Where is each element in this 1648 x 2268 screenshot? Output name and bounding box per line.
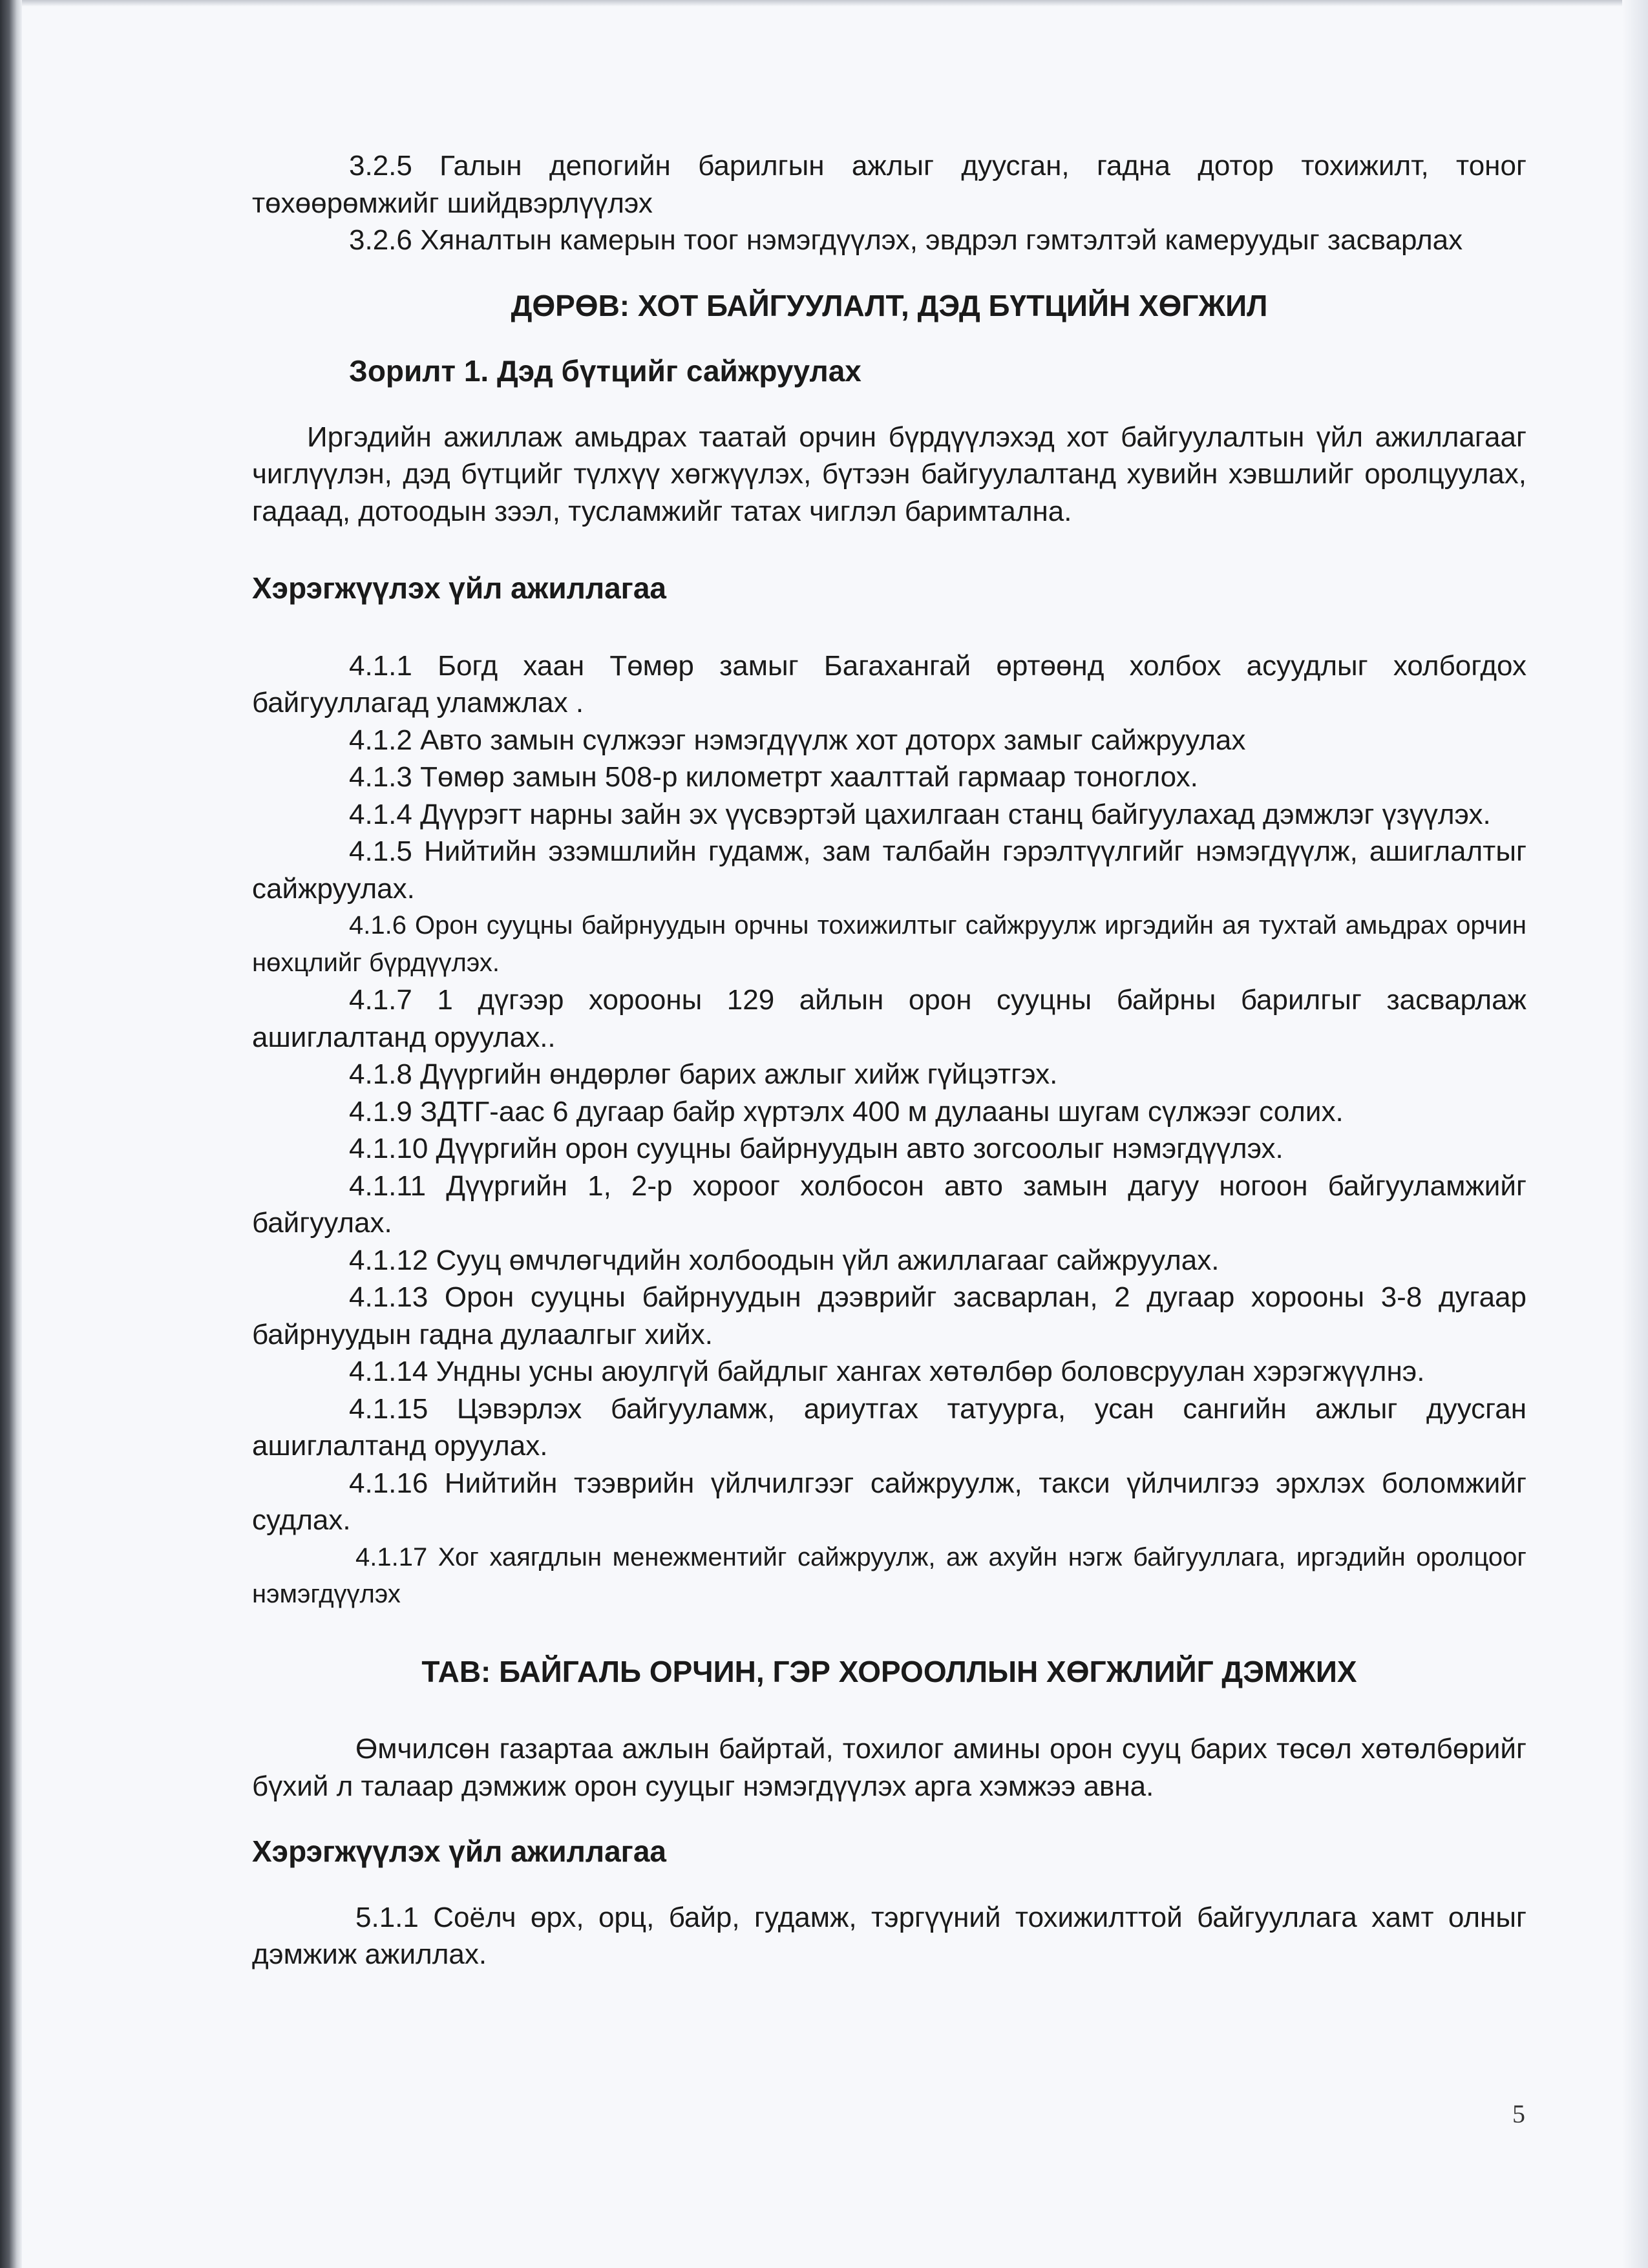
item-4-1-6: 4.1.6 Орон сууцны байрнуудын орчны тохижилтыг сайжруулж иргэдийн ая тухтай амьдрах орчин нөхцлийг бүрдүүлэх.: [252, 911, 1527, 977]
scan-top-edge: [0, 0, 1648, 6]
item-3-2-5: 3.2.5 Галын депогийн барилгын ажлыг дуусган, гадна дотор тохижилт, тоног төхөөрөмжийг шийдвэрлүүлэх: [252, 150, 1527, 219]
section-4-actions-heading: Хэрэгжүүлэх үйл ажиллагаа: [252, 571, 666, 605]
item-4-1-16: 4.1.16 Нийтийн тээврийн үйлчилгээг сайжруулж, такси үйлчилгээ эрхлэх боломжийг судлах.: [252, 1467, 1527, 1536]
item-4-1-12: 4.1.12 Сууц өмчлөгчдийн холбоодын үйл ажиллагааг сайжруулах.: [349, 1244, 1220, 1276]
item-3-2-6: 3.2.6 Хяналтын камерын тоог нэмэгдүүлэх, эвдрэл гэмтэлтэй камеруудыг засварлах: [349, 224, 1463, 256]
section-4-title: ДӨРӨВ: ХОТ БАЙГУУЛАЛТ, ДЭД БҮТЦИЙН ХӨГЖИЛ: [511, 288, 1268, 322]
item-4-1-2: 4.1.2 Авто замын сүлжээг нэмэгдүүлж хот доторх замыг сайжруулах: [349, 724, 1246, 756]
section-5-actions-heading: Хэрэгжүүлэх үйл ажиллагаа: [252, 1834, 666, 1868]
page-number: 5: [1512, 2099, 1525, 2128]
item-4-1-5: 4.1.5 Нийтийн эзэмшлийн гудамж, зам талбайн гэрэлтүүлгийг нэмэгдүүлж, ашиглалтыг сайжруулах.: [252, 835, 1527, 905]
item-4-1-7: 4.1.7 1 дүгээр хорооны 129 айлын орон сууцны байрны барилгыг засварлаж ашиглалтанд оруулах..: [252, 984, 1527, 1053]
item-4-1-1: 4.1.1 Богд хаан Төмөр замыг Багахангай өртөөнд холбох асуудлыг холбогдох байгууллагад уламжлах .: [252, 649, 1527, 719]
section-4-goal: Зорилт 1. Дэд бүтцийг сайжруулах: [349, 354, 861, 388]
section-4-intro: Иргэдийн ажиллаж амьдрах таатай орчин бүрдүүлэхэд хот байгуулалтын үйл ажиллагааг чиглүүлэн, дэд бүтцийг түлхүү хөгжүүлэх, бүтээн байгуулалтанд хувийн хэвшлийг оролцуулах, гадаад, дотоодын зээл, тусламжийг татах чиглэл баримтална.: [252, 421, 1527, 527]
item-4-1-9: 4.1.9 ЗДТГ-аас 6 дугаар байр хүртэлх 400 м дулааны шугам сүлжээг солих.: [349, 1095, 1344, 1128]
document-body: [252, 147, 1527, 1973]
item-4-1-3: 4.1.3 Төмөр замын 508-р километрт хаалттай гармаар тоноглох.: [349, 761, 1198, 793]
item-4-1-4: 4.1.4 Дүүрэгт нарны зайн эх үүсвэртэй цахилгаан станц байгуулахад дэмжлэг үзүүлэх.: [349, 798, 1491, 830]
item-4-1-11: 4.1.11 Дүүргийн 1, 2-р хороог холбосон авто замын дагуу ногоон байгууламжийг байгуулах.: [252, 1170, 1527, 1239]
scan-left-edge: [0, 0, 22, 2268]
item-4-1-13: 4.1.13 Орон сууцны байрнуудын дээврийг засварлан, 2 дугаар хорооны 3-8 дугаар байрнуудын гадна дулаалгыг хийх.: [252, 1281, 1527, 1350]
item-4-1-17: 4.1.17 Хог хаягдлын менежментийг сайжруулж, аж ахуйн нэгж байгууллага, иргэдийн оролцоог нэмэгдүүлэх: [252, 1542, 1527, 1608]
section-5-intro: Өмчилсөн газартаа ажлын байртай, тохилог амины орон сууц барих төсөл хөтөлбөрийг бүхий л талаар дэмжиж орон сууцыг нэмэгдүүлэх арга хэмжээ авна.: [252, 1733, 1527, 1802]
item-4-1-14: 4.1.14 Ундны усны аюулгүй байдлыг хангах хөтөлбөр боловсруулан хэрэгжүүлнэ.: [349, 1356, 1425, 1387]
item-5-1-1: 5.1.1 Соёлч өрх, орц, байр, гудамж, тэргүүний тохижилттой байгууллага хамт олныг дэмжиж ажиллах.: [252, 1901, 1527, 1970]
item-4-1-8: 4.1.8 Дүүргийн өндөрлөг барих ажлыг хийж гүйцэтгэх.: [349, 1058, 1058, 1090]
item-4-1-10: 4.1.10 Дүүргийн орон сууцны байрнуудын авто зогсоолыг нэмэгдүүлэх.: [349, 1133, 1284, 1164]
item-4-1-15: 4.1.15 Цэвэрлэх байгууламж, ариутгах татуурга, усан сангийн ажлыг дуусган ашиглалтанд оруулах.: [252, 1392, 1527, 1462]
section-5-title: ТАВ: БАЙГАЛЬ ОРЧИН, ГЭР ХОРООЛЛЫН ХӨГЖЛИЙГ ДЭМЖИХ: [421, 1654, 1357, 1688]
scan-right-edge: [1622, 0, 1648, 2268]
